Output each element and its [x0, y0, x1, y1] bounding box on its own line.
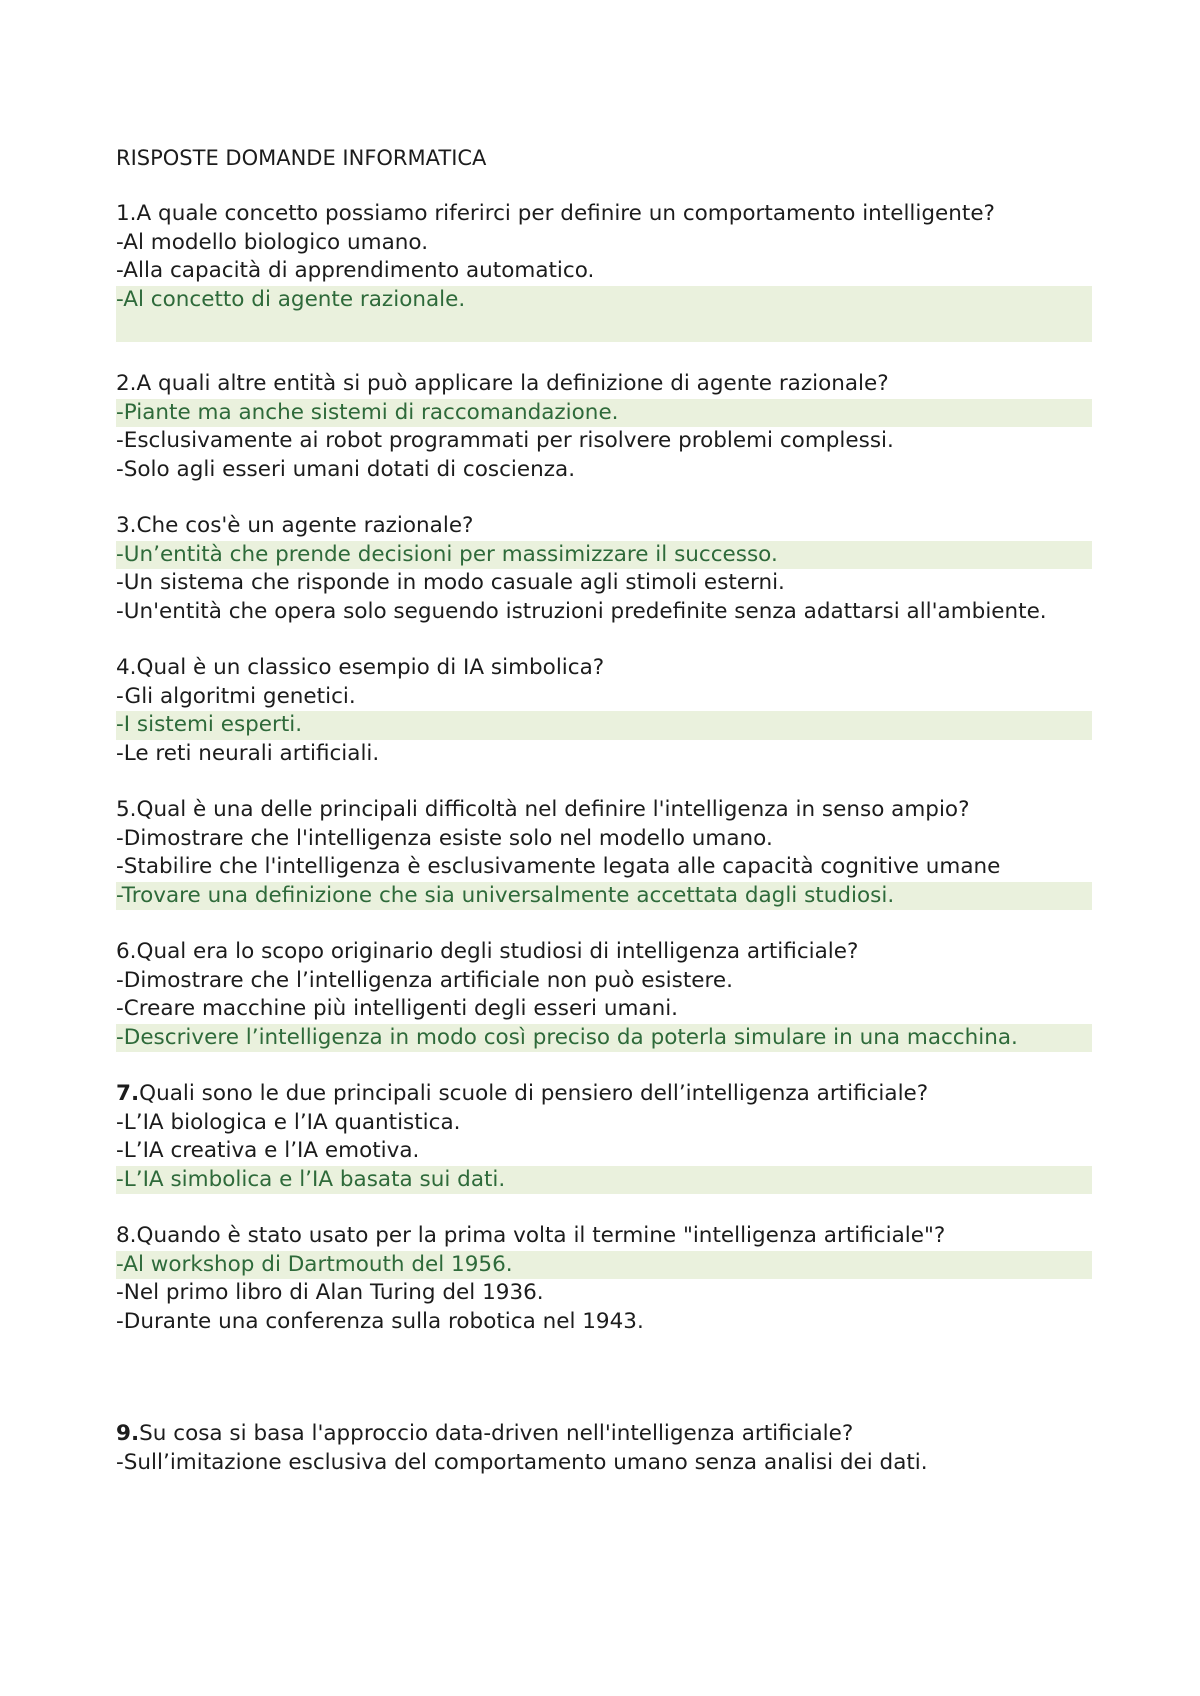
question-number: 4.	[116, 655, 137, 680]
spacer	[116, 1336, 1092, 1420]
correct-answer-highlight	[116, 286, 1092, 343]
spacer	[116, 910, 1092, 938]
question-number: 7.	[116, 1081, 140, 1106]
question-number: 6.	[116, 939, 137, 964]
highlight-padding	[116, 314, 1092, 342]
question-label: Quali sono le due principali scuole di pensiero dell’intelligenza artificiale?	[139, 1081, 929, 1106]
question-number: 1.	[116, 201, 137, 226]
question-block-6	[116, 938, 1092, 1052]
spacer	[116, 626, 1092, 654]
question-label: Su cosa si basa l'approccio data-driven nell'intelligenza artificiale?	[139, 1421, 854, 1446]
question-text	[116, 938, 1092, 967]
answer-option: -L’IA biologica e l’IA quantistica.	[116, 1109, 461, 1135]
question-text	[116, 1222, 1092, 1251]
question-number: 8.	[116, 1223, 137, 1248]
answer-option: -Le reti neurali artificiali.	[116, 740, 380, 766]
spacer	[116, 484, 1092, 512]
answer-option: -Solo agli esseri umani dotati di coscienza.	[116, 456, 576, 482]
answer-option: -Nel primo libro di Alan Turing del 1936.	[116, 1280, 544, 1305]
question-block-5	[116, 796, 1092, 910]
question-label: A quale concetto possiamo riferirci per definire un comportamento intelligente?	[136, 201, 995, 226]
answer-option: -L’IA creativa e l’IA emotiva.	[116, 1138, 420, 1163]
question-label: Quando è stato usato per la prima volta il termine "intelligenza artificiale"?	[136, 1223, 946, 1248]
correct-answer-option: -I sistemi esperti.	[116, 711, 1092, 740]
question-text	[116, 512, 1092, 541]
question-block-1	[116, 200, 1092, 342]
correct-answer-option: -Al workshop di Dartmouth del 1956.	[116, 1251, 1092, 1280]
question-block-7	[116, 1080, 1092, 1194]
question-text	[116, 200, 1092, 229]
answer-option: -Gli algoritmi genetici.	[116, 683, 356, 709]
answer-option: -Un sistema che risponde in modo casuale agli stimoli esterni.	[116, 570, 785, 595]
spacer	[116, 1194, 1092, 1222]
question-block-9	[116, 1420, 1092, 1477]
correct-answer-option: -L’IA simbolica e l’IA basata sui dati.	[116, 1166, 1092, 1195]
answer-option: -Stabilire che l'intelligenza è esclusivamente legata alle capacità cognitive umane	[116, 854, 1001, 879]
question-block-3	[116, 512, 1092, 626]
question-text	[116, 370, 1092, 399]
document-page	[116, 144, 1092, 1477]
answer-option: -Dimostrare che l'intelligenza esiste solo nel modello umano.	[116, 825, 773, 851]
question-block-4	[116, 654, 1092, 768]
question-number: 9.	[116, 1421, 140, 1446]
answer-option: -Esclusivamente ai robot programmati per risolvere problemi complessi.	[116, 428, 894, 453]
question-text	[116, 654, 1092, 683]
document-title: RISPOSTE DOMANDE INFORMATICA	[116, 146, 487, 170]
question-label: Qual è un classico esempio di IA simbolica?	[136, 655, 605, 680]
question-text	[116, 1420, 1092, 1449]
answer-option: -Un'entità che opera solo seguendo istruzioni predefinite senza adattarsi all'ambiente.	[116, 598, 1047, 624]
correct-answer-option: -Descrivere l’intelligenza in modo così preciso da poterla simulare in una macchina.	[116, 1024, 1092, 1053]
correct-answer-option: -Trovare una definizione che sia universalmente accettata dagli studiosi.	[116, 882, 1092, 911]
question-text	[116, 796, 1092, 825]
spacer	[116, 1052, 1092, 1080]
question-label: Che cos'è un agente razionale?	[136, 513, 474, 538]
question-number: 2.	[116, 371, 137, 396]
question-label: Qual era lo scopo originario degli studiosi di intelligenza artificiale?	[136, 939, 859, 964]
question-block-8	[116, 1222, 1092, 1336]
question-label: A quali altre entità si può applicare la definizione di agente razionale?	[136, 371, 889, 396]
question-text	[116, 1080, 1092, 1109]
question-block-2	[116, 370, 1092, 484]
question-number: 5.	[116, 797, 137, 822]
answer-option: -Creare macchine più intelligenti degli esseri umani.	[116, 996, 679, 1021]
answer-option: -Durante una conferenza sulla robotica nel 1943.	[116, 1308, 644, 1334]
answer-option: -Sull’imitazione esclusiva del comportamento umano senza analisi dei dati.	[116, 1449, 928, 1475]
spacer	[116, 342, 1092, 370]
question-number: 3.	[116, 513, 137, 538]
answer-option: -Alla capacità di apprendimento automatico.	[116, 258, 595, 283]
question-label: Qual è una delle principali difficoltà nel definire l'intelligenza in senso ampio?	[136, 797, 970, 822]
correct-answer-option: -Un’entità che prende decisioni per massimizzare il successo.	[116, 541, 1092, 570]
correct-answer-option: -Piante ma anche sistemi di raccomandazione.	[116, 399, 1092, 428]
correct-answer-option: -Al concetto di agente razionale.	[116, 286, 466, 312]
answer-option: -Al modello biologico umano.	[116, 229, 429, 255]
answer-option: -Dimostrare che l’intelligenza artificiale non può esistere.	[116, 967, 733, 993]
spacer	[116, 768, 1092, 796]
